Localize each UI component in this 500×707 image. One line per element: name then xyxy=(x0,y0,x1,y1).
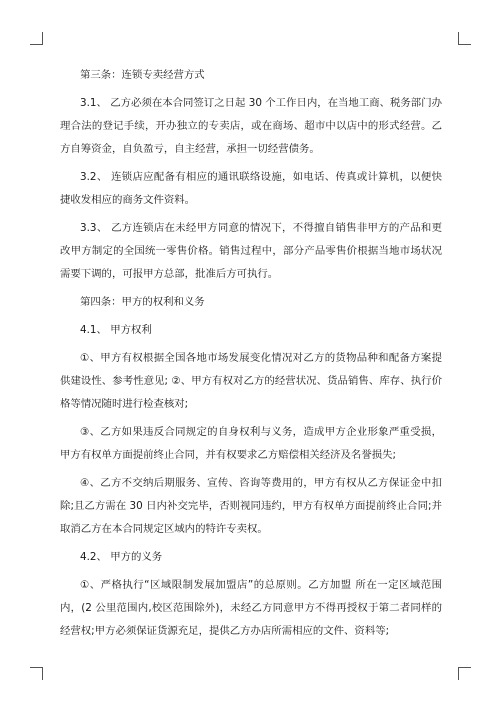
crop-mark-bottom-left xyxy=(30,667,43,680)
section-heading: 第四条：甲方的权利和义务 xyxy=(80,296,205,308)
paragraph: ①、严格执行“区域限制发展加盟店”的总原则。乙方加盟 所在一定区域范围内，(2 公里范围内,校区范围除外)，未经乙方同意甲方不得再授权于第二者同样的经营权;甲方必须保证货源充足，提供乙方办店所需相应的文件、资料等; xyxy=(60,579,442,637)
paragraph: 3.1、 乙方必须在本合同签订之日起 30 个工作日内，在当地工商、税务部门办理合法的登记手续，开办独立的专卖店，或在商场、超市中以店中的形式经营。乙方自筹资金，自负盈亏，自主经营，承担一切经营债务。 xyxy=(60,97,442,155)
paragraph: 3.2、 连锁店应配备有相应的通讯联络设施，如电话、传真或计算机，以便快捷收发相应的商务文件资料。 xyxy=(60,171,442,206)
section-heading: 4.2、 甲方的义务 xyxy=(80,551,163,563)
paragraph: 3.3、 乙方连锁店在未经甲方同意的情况下，不得擅自销售非甲方的产品和更改甲方制定的全国统一零售价格。销售过程中，部分产品零售价根据当地市场状况需要下调的，可报甲方总部，批准后方可执行。 xyxy=(60,222,442,280)
paragraph: ④、乙方不交纳后期服务、宣传、咨询等费用的，甲方有权从乙方保证金中扣除;且乙方需在 30 日内补交完毕，否则视同违约，甲方有权单方面提前终止合同;并取消乙方在本合同规定区域内的特许专卖权。 xyxy=(60,477,442,535)
document-body xyxy=(60,64,442,643)
crop-mark-top-left xyxy=(30,32,43,45)
crop-mark-top-right xyxy=(458,32,471,45)
paragraph: ③、乙方如果违反合同规定的自身权利与义务，造成甲方企业形象严重受损，甲方有权单方面提前终止合同，并有权要求乙方赔偿相关经济及名誉损失; xyxy=(60,426,442,461)
crop-mark-bottom-right xyxy=(458,667,471,680)
paragraph: ①、甲方有权根据全国各地市场发展变化情况对乙方的货物品种和配备方案提供建设性、参考性意见; ②、甲方有权对乙方的经营状况、货品销售、库存、执行价格等情况随时进行检查核对; xyxy=(60,352,442,410)
section-heading: 4.1、 甲方权利 xyxy=(80,324,152,336)
section-heading: 第三条：连锁专卖经营方式 xyxy=(80,69,205,81)
